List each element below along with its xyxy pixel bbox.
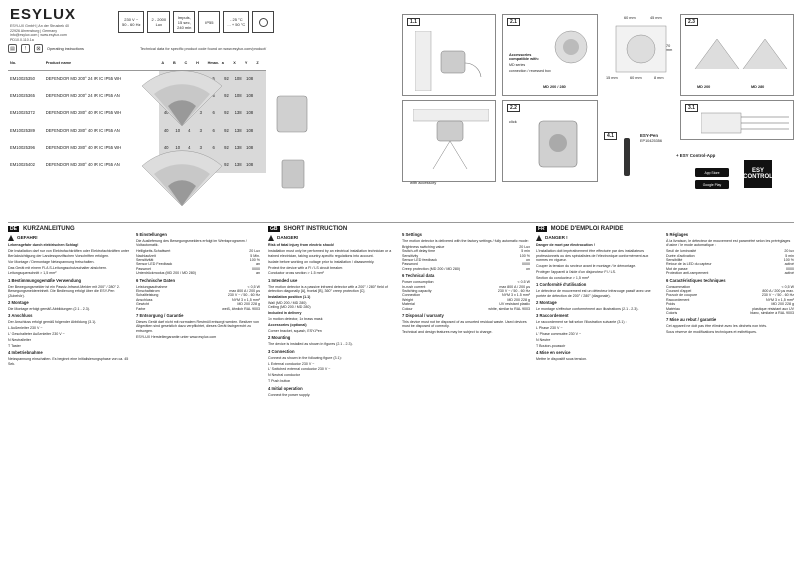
md200-label: MD 200 bbox=[697, 85, 711, 89]
col-name: Product name bbox=[44, 57, 160, 70]
kv-value: 230 V ~ / 50 - 60 Hz bbox=[761, 293, 794, 298]
cell-angle: 92 bbox=[220, 70, 232, 87]
kv-key: Farbe bbox=[136, 306, 146, 311]
section-text: The motion detector is delivered with the factory settings / fully automatic mode: bbox=[402, 238, 529, 243]
section-heading: 5 Settings bbox=[402, 232, 423, 237]
section-heading: 1 Bestimmungsgemäße Verwendung bbox=[8, 277, 82, 283]
col-b: B bbox=[171, 57, 183, 70]
section-heading: 7 Disposal / warranty bbox=[402, 313, 444, 318]
kv-key: Unterdrückmodus (MD 200 / MD 280) bbox=[136, 271, 196, 276]
cell-y: 108 bbox=[243, 156, 255, 173]
bulb-icon bbox=[252, 11, 274, 33]
kv-value: max 800 A / 200 µs bbox=[499, 284, 530, 289]
cell-angle: 92 bbox=[220, 122, 232, 139]
settings-list bbox=[136, 249, 260, 275]
kv-key: Weight bbox=[402, 297, 414, 302]
section-heading: 2 Mounting bbox=[268, 335, 291, 341]
temperature-badge: - 25 °C ... + 50 °C bbox=[223, 11, 249, 33]
danger-heading: GEFAHR! bbox=[8, 235, 130, 241]
col-no: No. bbox=[8, 57, 44, 70]
kv-row bbox=[136, 271, 260, 275]
lang-badge: GB bbox=[270, 226, 278, 232]
de-header bbox=[8, 226, 130, 232]
list-item: L' Switched external conductor 230 V ~ bbox=[268, 367, 331, 372]
diagram-1-1b bbox=[402, 100, 496, 182]
section-text: Die Auslieferung des Bewegungsmelders erfolgt im Werksprogramm / Voltautomatik. bbox=[136, 238, 247, 248]
bullet: Das Gerät mit einem FI-/LS-Leitungsschutzschalter absichern. bbox=[8, 265, 108, 270]
time-badge: Impuls, 15 sec, 240 min bbox=[173, 11, 195, 33]
list-item: T Bouton-poussoir bbox=[536, 343, 566, 348]
spec-badges bbox=[118, 11, 274, 33]
product-name: DEFENDOR MD 200° 24 IR IC IP55 AN bbox=[45, 93, 120, 99]
kv-value: MD 200 228 g bbox=[237, 302, 260, 307]
footer-text: Sous réserve de modifications techniques et esthétiques. bbox=[666, 330, 757, 335]
kv-value: 230 V ~ / 50 - 60 Hz bbox=[227, 293, 260, 298]
dim-label: 45 mm bbox=[650, 16, 662, 20]
kv-value: 100 % bbox=[249, 258, 260, 263]
kv-row bbox=[136, 307, 260, 311]
acc-label: Accessories (optional) bbox=[268, 323, 307, 328]
dim-label: 60 mm bbox=[624, 16, 636, 20]
kv-key: Switch-off delay time bbox=[402, 249, 436, 254]
app-store-badge[interactable]: App Store bbox=[695, 168, 729, 177]
col-angle: a bbox=[220, 57, 232, 70]
kv-value: on bbox=[526, 258, 530, 263]
product-code: EM10025396 bbox=[10, 144, 35, 150]
danger-sub: Risk of fatal injury from electric shock! bbox=[268, 243, 335, 248]
app-title: + ESY Control-App bbox=[676, 153, 716, 158]
cell-x: 108 bbox=[231, 87, 243, 104]
section-text: Connect the power supply. bbox=[268, 392, 311, 397]
fr-column-1 bbox=[536, 226, 660, 363]
section-heading: 4 Initial operation bbox=[268, 385, 303, 391]
esy-control-logo: ESY CONTROL bbox=[744, 160, 772, 188]
address-line: PD10.0.110.1a bbox=[10, 37, 34, 42]
kv-value: 0000 bbox=[252, 266, 260, 271]
col-h: H bbox=[194, 57, 206, 70]
cell-y: 108 bbox=[243, 70, 255, 87]
cell-a: 40 bbox=[159, 122, 171, 139]
diagram-1-1 bbox=[402, 14, 496, 96]
diagram-4-1 bbox=[604, 132, 674, 192]
kv-key: Sensor LED Feedback bbox=[136, 262, 173, 267]
bullet: Installation must only be performed by an electrical installation technician or a trained electrician, taking country-specific regulations into account. bbox=[268, 249, 392, 258]
kv-key: Retour de la LED du capteur bbox=[666, 262, 712, 267]
accessory-title: Accessories compatible with: bbox=[509, 53, 539, 61]
click-label: click bbox=[509, 119, 517, 124]
warning-icon bbox=[268, 235, 274, 241]
address-line: info@esylux.com | www.esylux.com bbox=[10, 33, 67, 38]
section-text: À la livraison, le détecteur de mouvement est paramétré selon les préréglages d'usine / le mode automatique : bbox=[666, 238, 791, 248]
warning-icon bbox=[536, 235, 542, 241]
section-heading: 3 Connection bbox=[268, 348, 295, 354]
diagram-2-3 bbox=[680, 14, 794, 96]
cell-angle: 92 bbox=[220, 139, 232, 156]
bullet: Conductor cross section > 1.5 mm² bbox=[268, 271, 324, 276]
kv-key: Gewicht bbox=[136, 302, 149, 307]
brand-address bbox=[10, 24, 70, 42]
kv-key: Material bbox=[402, 302, 415, 307]
operating-row bbox=[8, 44, 84, 53]
product-code: EM10025389 bbox=[10, 127, 35, 133]
section-heading: 3 Anschluss bbox=[8, 313, 33, 319]
product-name: DEFENDOR MD 280° 40 IR IC IP55 AN bbox=[45, 162, 120, 168]
section-text: Cet appareil ne doit pas être éliminé avec les déchets non triés. bbox=[666, 324, 768, 329]
cell-a: 40 bbox=[159, 139, 171, 156]
section-heading: 7 Mise au rebut / garantie bbox=[666, 317, 717, 323]
kv-value: activé bbox=[784, 262, 794, 267]
bullet: L'installation doit impérativement être effectuée par des installateurs professionnels ou des spécialistes de l'électronique conformément aux normes en vigueur. bbox=[536, 249, 649, 263]
cell-c: 4 bbox=[183, 122, 195, 139]
dim-label: 15 mm bbox=[606, 76, 618, 80]
section-text: Connect as shown in the following figure (3.1): bbox=[268, 355, 342, 360]
coverage-diagrams bbox=[132, 66, 322, 216]
kv-value: 5 min bbox=[785, 253, 794, 258]
col-y: Y bbox=[243, 57, 255, 70]
kv-value: plastique résistant aux UV bbox=[752, 306, 794, 311]
kv-row bbox=[666, 311, 794, 315]
kv-value: < 0,5 W bbox=[781, 284, 794, 289]
warning-icon: ! bbox=[21, 44, 30, 53]
section-text: The motion detector is a passive infrared detector with a 200° / 280° field of detection diagonally [A], frontal [B], 360° creep protection [C]. bbox=[268, 284, 388, 294]
product-code: EM10025372 bbox=[10, 110, 35, 116]
list-item: L Phase 230 V ~ bbox=[536, 326, 563, 331]
kv-key: Sensibilité bbox=[666, 258, 683, 263]
cell-h: 3 bbox=[194, 139, 206, 156]
kv-key: In-rush current bbox=[402, 284, 426, 289]
kv-value: 5 min bbox=[521, 249, 530, 254]
list-item: N Neutre bbox=[536, 337, 551, 342]
kv-key: Switching capacity bbox=[402, 288, 432, 293]
cell-x: 138 bbox=[231, 139, 243, 156]
kv-key: Power consumption bbox=[402, 280, 434, 285]
kv-key: Schaltleistung bbox=[136, 293, 159, 298]
book-icon: ▤ bbox=[8, 44, 17, 53]
kv-key: Brightness switching value bbox=[402, 244, 445, 249]
kv-key: Sensitivity bbox=[402, 253, 419, 258]
section-text: Dieses Gerät darf nicht mit normalem Restmüll entsorgt werden. Besitzer von Altgeräten sind gesetzlich dazu verpflichtet, dieses Gerät fachgerecht zu entsorgen. bbox=[136, 319, 260, 333]
cell-hmax: 5 bbox=[206, 70, 220, 87]
section-heading: 5 Einstellungen bbox=[136, 232, 167, 237]
product-code: EM10025402 bbox=[10, 162, 35, 168]
dim-label: 70 mm bbox=[666, 44, 673, 52]
section-text: Le détecteur de mouvement est un détecteur infrarouge passif avec une portée de détection de 200° / 280° (diagonale). bbox=[536, 289, 651, 298]
section-heading: 5 Réglages bbox=[666, 232, 689, 237]
kv-value: < 0.5 W bbox=[517, 280, 530, 285]
kv-row bbox=[666, 271, 794, 275]
product-name: DEFENDOR MD 200° 24 IR IC IP55 WH bbox=[45, 76, 122, 82]
cell-h: 3 bbox=[194, 122, 206, 139]
with-accessory-label: with accessory bbox=[410, 180, 437, 185]
cell-b: 10 bbox=[171, 122, 183, 139]
kv-value: NYM 3 x 1,5 mm² bbox=[766, 297, 794, 302]
md-label: MD 200 / 280 bbox=[543, 85, 566, 89]
kv-key: Leistungsaufnahme bbox=[136, 284, 168, 289]
ip-badge: IP55 bbox=[198, 11, 220, 33]
col-a: A bbox=[159, 57, 171, 70]
danger-sub: Danger de mort par électrocution ! bbox=[536, 243, 595, 248]
gb-column-1 bbox=[268, 226, 396, 398]
kv-value: < 0,5 W bbox=[247, 284, 260, 289]
bullet: Vor Montage / Demontage Netzspannung freischalten. bbox=[8, 259, 95, 264]
cell-hmax: 6 bbox=[206, 139, 220, 156]
kv-key: Sensor LED feedback bbox=[402, 258, 437, 263]
cell-x: 138 bbox=[231, 156, 243, 173]
kv-value: 5 Min. bbox=[250, 253, 260, 258]
section-heading: 4 Mise en service bbox=[536, 350, 571, 356]
kv-key: Protection anti-rampement bbox=[666, 271, 709, 276]
section-divider bbox=[8, 222, 794, 223]
section-heading: 6 Technical data bbox=[402, 273, 435, 279]
tech-note: Technical data for specific product code found on www.esylux.com/product/ bbox=[140, 47, 267, 51]
cell-y: 108 bbox=[243, 104, 255, 121]
bullet: Couper la tension du secteur avant le montage / le démontage. bbox=[536, 264, 637, 269]
list-item: L External conductor 230 V ~ bbox=[268, 361, 315, 366]
address-line: 22926 Ahrensburg | Germany bbox=[10, 28, 58, 33]
operating-label: Operating instructions bbox=[47, 46, 84, 51]
product-name: DEFENDOR MD 280° 40 IR IC IP55 WH bbox=[45, 110, 122, 116]
footer-text: ESYLUX Herstellergarantie unter www.esylux.com bbox=[136, 334, 217, 339]
section-heading: 4 Inbetriebnahme bbox=[8, 350, 43, 356]
section-heading: 1 Conformité d'utilisation bbox=[536, 282, 587, 288]
cell-x: 138 bbox=[231, 104, 243, 121]
dimension-diagram bbox=[604, 14, 676, 92]
kv-key: Seuil de luminosité bbox=[666, 249, 697, 254]
kv-key: Password bbox=[402, 262, 418, 267]
kv-row bbox=[402, 267, 530, 271]
gb-header bbox=[268, 226, 396, 232]
kv-key: Courant d'appel bbox=[666, 288, 692, 293]
fr-header bbox=[536, 226, 660, 232]
kv-key: Sensitivität bbox=[136, 258, 154, 263]
de-column-1 bbox=[8, 226, 130, 367]
section-text: Der Anschluss erfolgt gemäß folgender Abbildung (3.1). bbox=[8, 320, 97, 325]
footer-text: Technical and design features may be subject to change. bbox=[402, 330, 493, 335]
section-text: This device must not be disposed of as unsorted residual waste. Used devices must be disposed of correctly. bbox=[402, 319, 527, 329]
section-text: Die Montage erfolgt gemäß Abbildungen (2.1 - 2.3). bbox=[8, 306, 90, 311]
kv-key: Creep protection (MD 200 / MD 280) bbox=[402, 266, 461, 271]
kv-key: Matériau bbox=[666, 306, 680, 311]
coverage-280-view bbox=[142, 151, 222, 206]
kv-key: Einschaltstrom bbox=[136, 288, 160, 293]
kv-value: 0000 bbox=[522, 262, 530, 267]
fr-title: MODE D'EMPLOI RAPIDE bbox=[550, 226, 624, 232]
kv-key: Raccordement bbox=[666, 297, 690, 302]
acc-value: Corner bracket, squash, ESY-Pen bbox=[268, 329, 322, 333]
address-line: ESYLUX GmbH | An der Strusbek 40 bbox=[10, 24, 70, 28]
pen-code: EP10425356 bbox=[640, 139, 662, 143]
cell-angle: 92 bbox=[220, 87, 232, 104]
danger-sub: Lebensgefahr durch elektrischen Schlag! bbox=[8, 243, 79, 248]
cell-b: 10 bbox=[171, 139, 183, 156]
step-number: 2.1 bbox=[507, 18, 520, 26]
section-text: Mettre le dispositif sous tension. bbox=[536, 357, 588, 362]
diagram-2-2 bbox=[502, 100, 598, 182]
kv-value: NYM 3 x 1.5 mm² bbox=[502, 293, 530, 298]
install-pos-label: Installation position (1.1) bbox=[268, 295, 311, 300]
kv-key: Poids bbox=[666, 302, 675, 307]
coverage-top-view bbox=[142, 71, 222, 126]
cell-x: 108 bbox=[231, 70, 243, 87]
section-heading: 6 Technische Daten bbox=[136, 277, 176, 283]
brand-logo: ESYLUX bbox=[10, 6, 77, 23]
list-item: N Neutral conductor bbox=[268, 373, 300, 378]
col-hmax: Hmax. bbox=[206, 57, 220, 70]
step-number: 2.2 bbox=[507, 104, 520, 112]
kv-key: Coloris bbox=[666, 311, 678, 315]
included-value: 1x motion detector, 1x brass mask bbox=[268, 317, 323, 322]
product-code: EM10025365 bbox=[10, 93, 35, 99]
section-heading: 3 Raccordement bbox=[536, 313, 569, 319]
de-column-2 bbox=[136, 230, 260, 341]
lang-badge: DE bbox=[10, 226, 17, 232]
kv-key: Helligkeits-Schaltwert bbox=[136, 249, 171, 254]
bullet: Die Installation darf nur von Elektrofachkräften oder Elektrofachkräften unter Berücksichtigung der Landesspezifischen Vorschriften erfolgen. bbox=[8, 249, 130, 258]
list-item: T Push button bbox=[268, 379, 291, 384]
kv-value: an bbox=[256, 262, 260, 267]
step-number: 4.1 bbox=[604, 132, 617, 140]
section-text: Netzspannung einschalten. Es beginnt eine Initialisierungsphase von ca. 45 Sek. bbox=[8, 357, 129, 366]
settings-list bbox=[402, 245, 530, 271]
warning-icon bbox=[8, 235, 14, 241]
install-pos-value: Wall (MD 200 / MD 280) Ceiling (MD 200 / MD 280) bbox=[268, 300, 311, 310]
settings-list bbox=[666, 249, 794, 275]
cell-y: 108 bbox=[243, 122, 255, 139]
product-name: DEFENDOR MD 280° 40 IR IC IP55 WH bbox=[45, 144, 122, 150]
lux-badge: 2 - 2000 Lux bbox=[147, 11, 170, 33]
cell-angle: 92 bbox=[220, 104, 232, 121]
tech-list bbox=[402, 280, 530, 311]
kv-value: 20 Lux bbox=[519, 244, 530, 249]
product-code: EM10025350 bbox=[10, 76, 35, 82]
kv-value: MD 200 228 g bbox=[507, 297, 530, 302]
section-heading: 2 Montage bbox=[8, 299, 29, 305]
dim-label: 60 mm bbox=[630, 76, 642, 80]
step-number: 3.1 bbox=[685, 104, 698, 112]
col-x: X bbox=[231, 57, 243, 70]
fr-column-2 bbox=[666, 230, 794, 336]
diagram-3-1 bbox=[680, 100, 794, 140]
tech-list bbox=[666, 285, 794, 316]
cell-a: 40 bbox=[159, 104, 171, 121]
kv-key: Consommation bbox=[666, 284, 691, 289]
kv-value: MD 200 228 g bbox=[771, 302, 794, 307]
kv-value: max 800 A / 200 µs bbox=[229, 288, 260, 293]
col-c: C bbox=[183, 57, 195, 70]
dim-label: 8 mm bbox=[654, 76, 664, 80]
list-item: L' Phase commutée 230 V ~ bbox=[536, 332, 582, 336]
kv-value: activé bbox=[784, 271, 794, 276]
accessory-item: MD series bbox=[509, 63, 526, 67]
product-name: DEFENDOR MD 280° 40 IR IC IP55 AN bbox=[45, 127, 120, 133]
list-item: N Neutralleiter bbox=[8, 337, 31, 342]
cell-h: 3 bbox=[194, 104, 206, 121]
cell-hmax: 6 bbox=[206, 104, 220, 121]
cell-hmax: 6 bbox=[206, 122, 220, 139]
danger-heading: DANGER ! bbox=[536, 235, 660, 241]
section-heading: 7 Entsorgung / Garantie bbox=[136, 313, 184, 318]
section-heading: 6 Caractéristiques techniques bbox=[666, 277, 726, 283]
kv-value: on bbox=[526, 266, 530, 271]
tech-list bbox=[136, 285, 260, 311]
cell-y: 108 bbox=[243, 139, 255, 156]
diagram-2-1 bbox=[502, 14, 598, 96]
google-play-badge[interactable]: Google Play bbox=[695, 180, 729, 189]
sensor-front-view bbox=[277, 96, 307, 132]
kv-value: weiß, ähnlich RAL 9003 bbox=[222, 306, 260, 311]
cell-hmax: 5 bbox=[206, 87, 220, 104]
kv-key: Mot de passe bbox=[666, 266, 688, 271]
kv-key: Anschluss bbox=[136, 297, 153, 302]
kv-value: 800 A / 200 µs max. bbox=[762, 288, 794, 293]
bullet: Protect the device with a FI / LS circuit breaker. bbox=[268, 265, 344, 270]
kv-key: Connection bbox=[402, 293, 421, 298]
kv-row bbox=[402, 307, 530, 311]
cell-angle: 92 bbox=[220, 156, 232, 173]
step-number: 1.1 bbox=[407, 18, 420, 26]
kv-value: white, similar to RAL 9003 bbox=[488, 306, 530, 311]
voltage-badge: 230 V ~ 50 - 60 Hz bbox=[118, 11, 144, 33]
pen-title: ESY-Pen bbox=[640, 133, 659, 138]
kv-value: 230 V ~ / 50 - 60 Hz bbox=[497, 288, 530, 293]
gb-column-2 bbox=[402, 230, 530, 336]
kv-value: blanc, similaire à RAL 9003 bbox=[750, 311, 794, 315]
section-heading: 2 Montage bbox=[536, 299, 557, 305]
section-text: Le raccordement se fait selon l'illustration suivante (3.1) : bbox=[536, 320, 627, 325]
kv-key: Nachlaufzeit bbox=[136, 253, 156, 258]
included-label: Included in delivery bbox=[268, 311, 302, 316]
step-number: 2.3 bbox=[685, 18, 698, 26]
kv-key: Passwort bbox=[136, 266, 151, 271]
lang-badge: FR bbox=[538, 226, 545, 232]
col-z: Z bbox=[254, 57, 266, 70]
de-title: KURZANLEITUNG bbox=[22, 226, 75, 232]
section-heading: 1 Intended use bbox=[268, 277, 298, 283]
disposal-icon: ⊠ bbox=[34, 44, 43, 53]
md280-label: MD 280 bbox=[751, 85, 765, 89]
list-item: L' Geschalteter Außenleiter 230 V ~ bbox=[8, 332, 65, 336]
kv-value: 0000 bbox=[786, 266, 794, 271]
kv-value: UV resistant plastic bbox=[499, 302, 530, 307]
accessory-item: connection / recessed box bbox=[509, 69, 551, 73]
kv-value: 20 lux bbox=[784, 249, 794, 254]
kv-value: an bbox=[256, 271, 260, 276]
kv-value: NYM 3 x 1,5 mm² bbox=[232, 297, 260, 302]
bullet: Isolate before working on voltage prior to installation / disassembly. bbox=[268, 259, 375, 264]
sensor-side-view bbox=[282, 160, 304, 188]
bullet: Leitungsquerschnitt > 1,5 mm² bbox=[8, 271, 57, 276]
kv-key: Pouvoir de coupure bbox=[666, 293, 698, 298]
section-text: Der Bewegungsmelder ist ein Passiv-Infrarot-Melder mit 200° / 280° 2. Bewegungsmeldereinheit. Die Bedienung erfolgt über die ESY-Pen (Zubehör). bbox=[8, 284, 120, 298]
section-text: The device is installed as shown in figures (2.1 - 2.3). bbox=[268, 342, 353, 347]
kv-key: Colour bbox=[402, 306, 413, 311]
section-text: Le montage s'effectue conformément aux illustrations (2.1 - 2.3). bbox=[536, 306, 639, 311]
cell-x: 138 bbox=[231, 122, 243, 139]
list-item: L Außenleiter 230 V ~ bbox=[8, 326, 43, 331]
bullet: Section du conducteur > 1,5 mm² bbox=[536, 275, 590, 280]
kv-value: 20 Lux bbox=[249, 249, 260, 254]
danger-heading: DANGER! bbox=[268, 235, 396, 241]
list-item: T Taster bbox=[8, 343, 21, 348]
cell-y: 108 bbox=[243, 87, 255, 104]
cell-c: 4 bbox=[183, 139, 195, 156]
kv-key: Durée d'activation bbox=[666, 253, 695, 258]
kv-value: 100 % bbox=[783, 258, 794, 263]
kv-value: 100 % bbox=[519, 253, 530, 258]
bullet: Protéger l'appareil à l'aide d'un disjoncteur FI / LS. bbox=[536, 269, 616, 274]
gb-title: SHORT INSTRUCTION bbox=[283, 226, 348, 232]
